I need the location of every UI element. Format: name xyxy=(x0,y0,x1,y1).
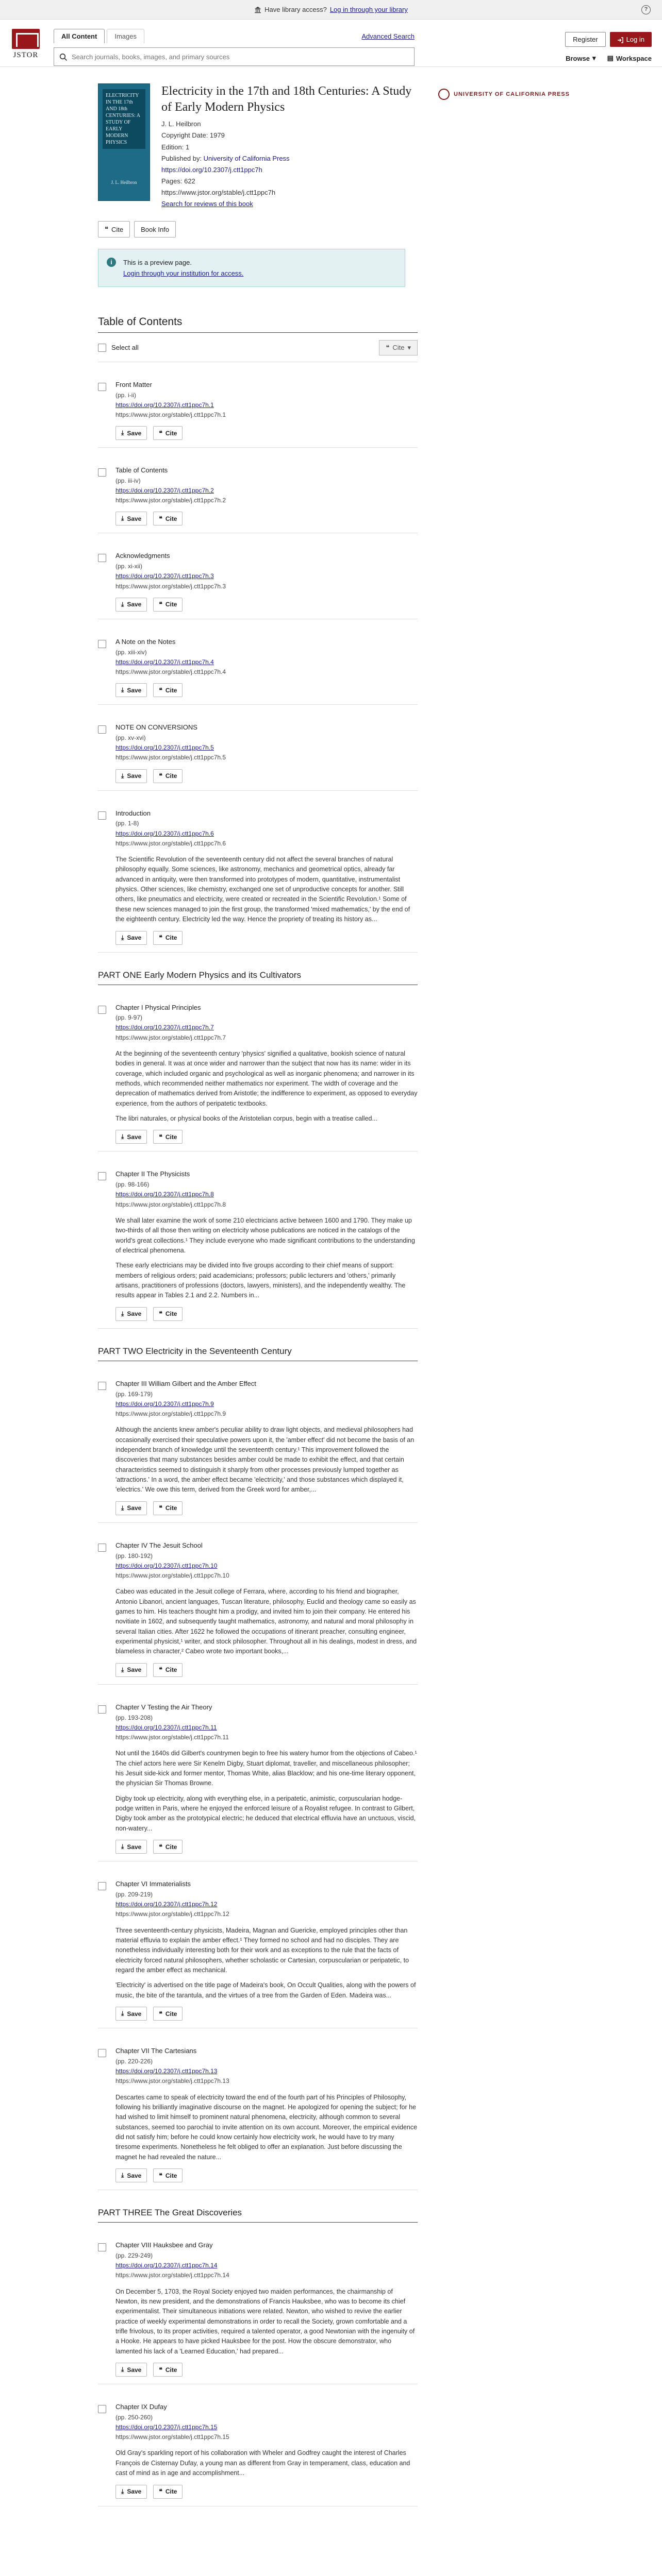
item-pages: (pp. xiii-xiv) xyxy=(115,648,147,656)
save-button[interactable] xyxy=(115,1840,147,1854)
register-button[interactable]: Register xyxy=(565,32,605,47)
part-three-list xyxy=(98,2240,418,2506)
item-doi-link[interactable]: https://doi.org/10.2307/j.ctt1ppc7h.14 xyxy=(115,2262,218,2269)
item-stable-url: https://www.jstor.org/stable/j.ctt1ppc7h.3 xyxy=(115,582,226,590)
library-access-bar xyxy=(0,0,662,20)
chevron-down-icon: ▾ xyxy=(592,54,596,62)
book-title: Electricity in the 17th and 18th Centuries: A Study of Early Modern Physics xyxy=(161,84,412,114)
save-button[interactable] xyxy=(115,1307,147,1321)
item-doi-link[interactable]: https://doi.org/10.2307/j.ctt1ppc7h.4 xyxy=(115,658,214,666)
abstract-paragraph: Three seventeenth-century physicists, Madeira, Magnan and Guericke, employed principles other than material effluvia to explain the amber effect.¹ They formed no school and had no disciples. They are nonetheless individually interesting both for their work and as exceptions to the rule that the facts of electricity forced natural philosophers, whether scholastic or Cartesian, corpuscularian or peripatetic, to regard the amber effect as mechanical. xyxy=(115,1926,409,1974)
save-button[interactable] xyxy=(115,1663,147,1677)
info-icon: i xyxy=(107,258,116,267)
save-button[interactable] xyxy=(115,598,147,612)
abstract-paragraph: We shall later examine the work of some 210 electricians active between 1600 and 1790. They make up two-thirds of all those then writing on electricity whose publications are noticed in the catalogs of the world's great collections.¹ They include everyone who made significant contributions to the understanding of electrical phenomena. xyxy=(115,1216,415,1254)
item-checkbox[interactable] xyxy=(98,2405,106,2413)
cite-button[interactable] xyxy=(153,1130,183,1144)
preview-notice xyxy=(98,249,405,287)
toc-item xyxy=(98,2240,418,2384)
cite-button[interactable] xyxy=(153,2007,183,2021)
save-button[interactable] xyxy=(115,2363,147,2377)
search-reviews-link[interactable]: Search for reviews of this book xyxy=(161,200,253,208)
item-doi-link[interactable]: https://doi.org/10.2307/j.ctt1ppc7h.8 xyxy=(115,1191,214,1198)
save-label: Save xyxy=(127,934,142,941)
advanced-search-link[interactable]: Advanced Search xyxy=(361,32,415,40)
cite-selected-button[interactable] xyxy=(379,340,418,355)
item-title: Chapter IV The Jesuit School xyxy=(115,1541,203,1549)
item-abstract xyxy=(115,1216,418,1301)
item-abstract xyxy=(115,855,418,925)
item-stable-url: https://www.jstor.org/stable/j.ctt1ppc7h.15 xyxy=(115,2433,229,2441)
toc-item xyxy=(98,1003,418,1152)
bank-icon xyxy=(254,6,261,14)
cite-label: Cite xyxy=(165,2488,177,2496)
cite-label: Cite xyxy=(165,1504,177,1512)
item-doi-link[interactable]: https://doi.org/10.2307/j.ctt1ppc7h.15 xyxy=(115,2424,218,2431)
item-abstract xyxy=(115,1425,418,1495)
toc-heading: Table of Contents xyxy=(98,316,418,333)
item-stable-url: https://www.jstor.org/stable/j.ctt1ppc7h.6 xyxy=(115,839,226,847)
save-label: Save xyxy=(127,1843,142,1851)
save-label: Save xyxy=(127,2010,142,2018)
library-access-question: Have library access? xyxy=(264,6,327,13)
item-checkbox[interactable] xyxy=(98,640,106,648)
abstract-paragraph: Cabeo was educated in the Jesuit college of Ferrara, where, according to his friend and biographer, Antonio Libanori, ancient languages, Tuscan literature, philosophy, Euclid and theology came so easily as games to him. His teachers thought him a prodigy, and invited him to join their company. He entered his novitiate in 1602, and subsequently taught mathematics, astronomy, and natural and moral philosophy in several Italian cities. After 1622 he followed the occupations of itinerant preacher, consulting engineer, experimental physicist,¹ writer, and stock philosopher. Throughout all in his dealings, modest in dress, and blameless in character,² Cabeo wrote two important books,... xyxy=(115,1588,417,1655)
save-button[interactable] xyxy=(115,512,147,526)
item-abstract xyxy=(115,1587,418,1657)
download-icon: ⤓ xyxy=(121,772,124,779)
select-all-label: Select all xyxy=(111,344,139,352)
item-pages: (pp. 193-208) xyxy=(115,1714,153,1721)
item-doi-link[interactable]: https://doi.org/10.2307/j.ctt1ppc7h.3 xyxy=(115,572,214,580)
save-label: Save xyxy=(127,515,142,522)
select-all-checkbox[interactable] xyxy=(98,344,106,352)
item-pages: (pp. 98-166) xyxy=(115,1181,150,1189)
download-icon: ⤓ xyxy=(121,429,124,437)
item-title: NOTE ON CONVERSIONS xyxy=(115,723,197,732)
item-checkbox[interactable] xyxy=(98,1882,106,1890)
publisher-logo[interactable] xyxy=(438,89,570,100)
cite-book-button[interactable] xyxy=(98,221,130,238)
save-label: Save xyxy=(127,1504,142,1512)
item-title: Chapter V Testing the Air Theory xyxy=(115,1703,212,1711)
item-stable-url: https://www.jstor.org/stable/j.ctt1ppc7h.14 xyxy=(115,2272,229,2279)
cite-label: Cite xyxy=(165,2366,177,2374)
item-doi-link[interactable]: https://doi.org/10.2307/j.ctt1ppc7h.11 xyxy=(115,1723,217,1731)
item-title: Chapter VI Immaterialists xyxy=(115,1880,191,1888)
part-one-list xyxy=(98,1003,418,1329)
cite-button[interactable] xyxy=(153,1663,183,1677)
item-pages: (pp. 169-179) xyxy=(115,1390,153,1398)
toc-item xyxy=(98,808,418,953)
abstract-paragraph: Not until the 1640s did Gilbert's countrymen begin to free his watery humor from the objections of Cabeo.¹ The chief actors here were Sir Kenelm Digby, Stuart diplomat, traveller, and miscellaneous philosopher; his Jesuit side-kick and former mentor, Thomas White, alias Blacklow; and his one-time literary opponent, the physician Sir Thomas Browne. xyxy=(115,1750,417,1787)
front-matter-list xyxy=(98,380,418,791)
cite-button[interactable] xyxy=(153,426,183,440)
seal-icon xyxy=(438,89,450,100)
copyright-date: Copyright Date: 1979 xyxy=(161,131,225,140)
item-pages: (pp. 229-249) xyxy=(115,2251,153,2259)
item-checkbox[interactable] xyxy=(98,554,106,562)
cite-selected-label: Cite xyxy=(392,344,405,352)
item-doi-link[interactable]: https://doi.org/10.2307/j.ctt1ppc7h.9 xyxy=(115,1400,214,1408)
workspace-icon: ▤ xyxy=(607,54,614,62)
save-button[interactable] xyxy=(115,2168,147,2182)
toc-item xyxy=(98,1702,418,1861)
cite-label: Cite xyxy=(165,686,177,694)
item-stable-url: https://www.jstor.org/stable/j.ctt1ppc7h.4 xyxy=(115,668,226,675)
cover-title: ELECTRICITY IN THE 17th AND 18th CENTURIES: A STUDY OF EARLY MODERN PHYSICS xyxy=(103,89,145,149)
item-checkbox[interactable] xyxy=(98,725,106,734)
abstract-paragraph: The Scientific Revolution of the seventeenth century did not affect the several branches of natural philosophy equally. Some sciences, like astronomy, mechanics and geometrical optics, already far advanced in antiquity, were then transformed into prototypes of modern, quantitative, instrumentalist physics. Other sciences, like chemistry, exchanged one set of unproductive concepts for another. Still others, like pneumatics and electricity, were created or recreated in the Scientific Revolution.¹ Some of these new sciences managed to join the first group, the transformed 'mixed mathematics,' by the end of the eighteenth century. Electricity led the way. Hence the propriety of treating its history as... xyxy=(115,855,410,923)
item-pages: (pp. 220-226) xyxy=(115,2057,153,2065)
browse-menu[interactable] xyxy=(566,54,596,62)
item-pages: (pp. xv-xvi) xyxy=(115,734,146,741)
toc-item xyxy=(98,637,418,705)
download-icon: ⤓ xyxy=(121,515,124,522)
sidebar xyxy=(438,83,570,2524)
publisher-link[interactable]: University of California Press xyxy=(203,154,290,162)
abstract-paragraph: Although the ancients knew amber's peculiar ability to draw light objects, and medieval philosophers had occasionally exercised their speculative powers upon it, the 'amber effect' did not become the basis of an independent branch of knowledge until the seventeenth century.¹ This improvement followed the discoveries that many substances besides amber could be made to exhibit the effect, and that certain characteristics seemed to distinguish it sharply from other processes previously lumped together as 'attractions.' In a word, the amber effect became 'electricity,' and those substances which displayed it, 'electrics.' We owe this term, derived from the Greek word for amber,... xyxy=(115,1426,415,1494)
item-checkbox[interactable] xyxy=(98,2243,106,2251)
item-checkbox[interactable] xyxy=(98,383,106,391)
save-button[interactable] xyxy=(115,2007,147,2021)
item-title: Chapter III William Gilbert and the Amber Effect xyxy=(115,1379,256,1387)
download-icon: ⤓ xyxy=(121,2172,124,2179)
download-icon: ⤓ xyxy=(121,686,124,694)
toc-item xyxy=(98,1169,418,1328)
save-label: Save xyxy=(127,1133,142,1141)
search-area xyxy=(54,29,415,66)
download-icon: ⤓ xyxy=(121,600,124,608)
save-label: Save xyxy=(127,2488,142,2496)
toc-item xyxy=(98,380,418,448)
cite-button[interactable] xyxy=(153,1307,183,1321)
book-summary xyxy=(98,83,418,210)
quote-icon: ❝ xyxy=(159,2172,162,2179)
download-icon: ⤓ xyxy=(121,934,124,941)
cite-label: Cite xyxy=(165,1133,177,1141)
cite-label: Cite xyxy=(165,515,177,522)
item-checkbox[interactable] xyxy=(98,1544,106,1552)
publisher-prefix: Published by: xyxy=(161,154,204,162)
item-title: Acknowledgments xyxy=(115,552,170,560)
part-one-heading: PART ONE Early Modern Physics and its Cultivators xyxy=(98,970,418,985)
save-label: Save xyxy=(127,2366,142,2374)
item-doi-link[interactable]: https://doi.org/10.2307/j.ctt1ppc7h.5 xyxy=(115,744,214,752)
save-label: Save xyxy=(127,686,142,694)
item-checkbox[interactable] xyxy=(98,811,106,820)
cite-button[interactable] xyxy=(153,2363,183,2377)
item-pages: (pp. 9-97) xyxy=(115,1014,143,1022)
search-input[interactable] xyxy=(72,53,414,61)
main-content xyxy=(98,83,418,2524)
item-checkbox[interactable] xyxy=(98,468,106,477)
quote-icon: ❝ xyxy=(159,686,162,694)
quote-icon: ❝ xyxy=(105,225,108,233)
item-checkbox[interactable] xyxy=(98,1382,106,1390)
item-title: Chapter IX Dufay xyxy=(115,2403,167,2411)
book-author: J. L. Heilbron xyxy=(161,120,201,128)
workspace-link[interactable] xyxy=(607,54,652,62)
item-title: Chapter II The Physicists xyxy=(115,1170,190,1178)
item-abstract xyxy=(115,1049,418,1124)
item-abstract xyxy=(115,2093,418,2163)
tab-all-content[interactable]: All Content xyxy=(54,29,105,43)
cite-label: Cite xyxy=(165,1843,177,1851)
item-doi-link[interactable]: https://doi.org/10.2307/j.ctt1ppc7h.13 xyxy=(115,2067,218,2075)
cover-author: J. L. Heilbron xyxy=(111,180,137,185)
book-info-button[interactable]: Book Info xyxy=(134,221,176,238)
save-button[interactable] xyxy=(115,769,147,783)
save-button[interactable] xyxy=(115,426,147,440)
download-icon: ⤓ xyxy=(121,1843,124,1851)
jstor-logo-text: JSTOR xyxy=(13,51,39,59)
item-title: Chapter I Physical Principles xyxy=(115,1003,201,1011)
cite-label: Cite xyxy=(165,429,177,437)
item-title: Chapter VII The Cartesians xyxy=(115,2047,197,2055)
preview-message: This is a preview page. xyxy=(123,259,192,267)
help-icon[interactable]: ? xyxy=(641,5,651,14)
quote-icon: ❝ xyxy=(159,2010,162,2018)
quote-icon: ❝ xyxy=(159,1310,162,1318)
quote-icon: ❝ xyxy=(386,343,390,351)
abstract-paragraph: The libri naturales, or physical books of the Aristotelian corpus, begin with a treatise called... xyxy=(115,1115,377,1123)
login-label: Log in xyxy=(626,36,644,43)
save-label: Save xyxy=(127,772,142,780)
item-pages: (pp. 180-192) xyxy=(115,1552,153,1560)
abstract-paragraph: 'Electricity' is advertised on the title page of Madeira's book, On Occult Qualities, along with the powers of music, the bite of the tarantula, and the virtues of a tree from the Garden of Eden. Madeira was... xyxy=(115,1981,416,1999)
item-checkbox[interactable] xyxy=(98,1705,106,1714)
quote-icon: ❝ xyxy=(159,1133,162,1141)
header-right xyxy=(565,32,652,62)
abstract-paragraph: On December 5, 1703, the Royal Society enjoyed two maiden performances, the chairmanship of Newton, its new president, and the demonstrations of Francis Hauksbee, who was to become its chief experimentalist. Their simultaneous initiations were related. Newton, who wished to revive the earlier practice of weekly experimental demonstrations in order to recall the Society, grown comfortable and a trifle frivolous, to its proper activities, required a talented operator, a good Newtonian with the ingenuity of a Hooke. He appears to have picked Hauksbee for the post. How the obscure demonstrator, who lamented his lack of a 'Learned Education,' had prepared... xyxy=(115,2287,415,2355)
cite-label: Cite xyxy=(165,772,177,780)
quote-icon: ❝ xyxy=(159,515,162,522)
quote-icon: ❝ xyxy=(159,934,162,941)
item-doi-link[interactable]: https://doi.org/10.2307/j.ctt1ppc7h.6 xyxy=(115,829,214,837)
save-label: Save xyxy=(127,601,142,608)
cite-label: Cite xyxy=(165,601,177,608)
item-pages: (pp. 250-260) xyxy=(115,2413,153,2421)
download-icon: ⤓ xyxy=(121,1504,124,1512)
item-title: Introduction xyxy=(115,809,151,817)
item-stable-url: https://www.jstor.org/stable/j.ctt1ppc7h.8 xyxy=(115,1200,226,1208)
item-abstract xyxy=(115,1749,418,1834)
toc-item xyxy=(98,465,418,533)
item-title: Chapter VIII Hauksbee and Gray xyxy=(115,2241,213,2249)
save-label: Save xyxy=(127,429,142,437)
book-cover xyxy=(98,83,150,201)
item-pages: (pp. xi-xii) xyxy=(115,563,143,570)
abstract-paragraph: At the beginning of the seventeenth century 'physics' signified a qualitative, bookish science of natural bodies in general. It was at once wider and narrower than the subject that now has its name: wider in its coverage, which included organic and psychological as well as inorganic phenomena; and narrower in its methods, which recommended neither mathematics nor experiment. The width of coverage and the deprecation of mathematics derived from Aristotle; the indifference to experiment, as opposed to everyday experience, from the authors of peripatetic textbooks. xyxy=(115,1049,418,1107)
publisher-line xyxy=(161,153,418,164)
cite-button[interactable] xyxy=(153,598,183,612)
chevron-down-icon: ▾ xyxy=(407,343,411,351)
part-two-heading: PART TWO Electricity in the Seventeenth Century xyxy=(98,1346,418,1361)
tab-images[interactable]: Images xyxy=(107,29,144,43)
item-stable-url: https://www.jstor.org/stable/j.ctt1ppc7h.12 xyxy=(115,1910,229,1918)
page-count: Pages: 622 xyxy=(161,177,195,185)
cite-label: Cite xyxy=(165,1666,177,1674)
cite-button[interactable] xyxy=(153,1501,183,1515)
item-doi-link[interactable]: https://doi.org/10.2307/j.ctt1ppc7h.1 xyxy=(115,401,214,409)
save-button[interactable] xyxy=(115,1130,147,1144)
item-abstract xyxy=(115,1926,418,2001)
item-abstract xyxy=(115,2287,418,2357)
part-two-list xyxy=(98,1379,418,2190)
item-checkbox[interactable] xyxy=(98,2049,106,2057)
item-title: Table of Contents xyxy=(115,466,168,474)
save-button[interactable] xyxy=(115,683,147,697)
item-doi-link[interactable]: https://doi.org/10.2307/j.ctt1ppc7h.2 xyxy=(115,487,214,495)
institution-login-link[interactable]: Login through your institution for access. xyxy=(123,269,244,277)
item-stable-url: https://www.jstor.org/stable/j.ctt1ppc7h.2 xyxy=(115,497,226,504)
abstract-paragraph: Digby took up electricity, along with everything else, in a peripatetic, animistic, corpuscularian hodge-podge written in Paris, where he enjoyed the enforced leisure of a Royalist refugee. In contrast to Gilbert, Digby took amber as the prototypical electric; he deduced that electrical effluvia have an unctuous, viscid, non-watery... xyxy=(115,1794,416,1832)
download-icon: ⤓ xyxy=(121,1310,124,1317)
library-login-link[interactable]: Log in through your library xyxy=(329,6,408,13)
abstract-paragraph: Descartes came to speak of electricity toward the end of the fourth part of his Principles of Philosophy, following his brilliantly imaginative discourse on the magnet. He apologized for opening the subject; for he had wished to limit himself to prominent natural phenomena, electricity, although common to several substances, seemed too parochial to invite attention on its own account. Moreover, the empirical evidence did not satisfy him; before he could know certainly how electricity work, he would have to try many tiresome experiments. Nonetheless he felt obliged to offer an explanation. Just before discussing the magnet he had revealed the nature... xyxy=(115,2093,418,2161)
abstract-paragraph: Old Gray's sparkling report of his collaboration with Wheler and Godfrey caught the interest of Charles François de Cisternay Dufay, a young man as different from Gray in temperament, class, education and cast of mind as in age and accomplishment... xyxy=(115,2449,410,2477)
quote-icon: ❝ xyxy=(159,772,162,780)
toc-item xyxy=(98,551,418,619)
item-doi-link[interactable]: https://doi.org/10.2307/j.ctt1ppc7h.10 xyxy=(115,1562,218,1569)
item-stable-url: https://www.jstor.org/stable/j.ctt1ppc7h.7 xyxy=(115,1033,226,1041)
cite-button[interactable] xyxy=(153,931,183,945)
toc-toolbar xyxy=(98,340,418,362)
download-icon: ⤓ xyxy=(121,2010,124,2018)
item-stable-url: https://www.jstor.org/stable/j.ctt1ppc7h.13 xyxy=(115,2077,229,2085)
item-pages: (pp. iii-iv) xyxy=(115,477,141,484)
workspace-label: Workspace xyxy=(616,54,652,62)
item-stable-url: https://www.jstor.org/stable/j.ctt1ppc7h.9 xyxy=(115,1410,226,1418)
save-label: Save xyxy=(127,1310,142,1318)
item-pages: (pp. 1-8) xyxy=(115,820,139,827)
login-button[interactable] xyxy=(610,32,652,47)
quote-icon: ❝ xyxy=(159,2366,162,2374)
item-checkbox[interactable] xyxy=(98,1006,106,1014)
quote-icon: ❝ xyxy=(159,1666,162,1674)
item-abstract xyxy=(115,2448,418,2478)
cite-button[interactable] xyxy=(153,2485,183,2499)
cite-button[interactable] xyxy=(153,683,183,697)
item-stable-url: https://www.jstor.org/stable/j.ctt1ppc7h.11 xyxy=(115,1733,229,1741)
save-button[interactable] xyxy=(115,931,147,945)
book-meta xyxy=(161,83,418,210)
book-actions xyxy=(98,221,418,238)
introduction-slot xyxy=(98,808,418,953)
toc-item xyxy=(98,1879,418,2028)
item-stable-url: https://www.jstor.org/stable/j.ctt1ppc7h.10 xyxy=(115,1572,229,1579)
item-title: A Note on the Notes xyxy=(115,637,176,646)
item-checkbox[interactable] xyxy=(98,1172,106,1180)
item-pages: (pp. i-ii) xyxy=(115,391,137,399)
abstract-paragraph: These early electricians may be divided into five groups according to their chief means of support: members of religious orders; paid academicians; professors; public lecturers and 'others,' primarily artisans, practitioners of professions (doctors, lawyers, ministers), and the independently wealthy. The results appear in Tables 2.1 and 2.2. Numbers in... xyxy=(115,1262,406,1299)
quote-icon: ❝ xyxy=(159,1843,162,1851)
toc-item xyxy=(98,2046,418,2190)
cite-label: Cite xyxy=(165,2172,177,2179)
toc-item xyxy=(98,1540,418,1685)
browse-label: Browse xyxy=(566,54,590,62)
book-stable-url: https://www.jstor.org/stable/j.ctt1ppc7h xyxy=(161,188,276,196)
item-title: Front Matter xyxy=(115,380,152,388)
save-button[interactable] xyxy=(115,2485,147,2499)
toc-item xyxy=(98,1379,418,1523)
save-label: Save xyxy=(127,2172,142,2179)
login-icon xyxy=(617,36,623,43)
quote-icon: ❝ xyxy=(159,2488,162,2496)
download-icon: ⤓ xyxy=(121,2366,124,2374)
cite-button[interactable] xyxy=(153,512,183,526)
download-icon: ⤓ xyxy=(121,2487,124,2495)
quote-icon: ❝ xyxy=(159,429,162,437)
item-stable-url: https://www.jstor.org/stable/j.ctt1ppc7h.1 xyxy=(115,411,226,418)
cite-label: Cite xyxy=(165,934,177,941)
book-doi-link[interactable]: https://doi.org/10.2307/j.ctt1ppc7h xyxy=(161,165,262,174)
item-doi-link[interactable]: https://doi.org/10.2307/j.ctt1ppc7h.12 xyxy=(115,1901,218,1908)
cite-button[interactable] xyxy=(153,1840,183,1854)
quote-icon: ❝ xyxy=(159,601,162,608)
cite-label: Cite xyxy=(165,1310,177,1318)
item-stable-url: https://www.jstor.org/stable/j.ctt1ppc7h.5 xyxy=(115,754,226,761)
download-icon: ⤓ xyxy=(121,1133,124,1141)
jstor-logo-mark xyxy=(12,29,40,49)
item-pages: (pp. 209-219) xyxy=(115,1890,153,1898)
search-box xyxy=(54,47,415,66)
part-three-heading: PART THREE The Great Discoveries xyxy=(98,2208,418,2223)
toc-item xyxy=(98,722,418,790)
site-header xyxy=(0,20,662,67)
download-icon: ⤓ xyxy=(121,1666,124,1673)
publisher-logo-text: UNIVERSITY OF CALIFORNIA PRESS xyxy=(454,91,570,97)
toc-item xyxy=(98,2402,418,2506)
save-button[interactable] xyxy=(115,1501,147,1515)
save-label: Save xyxy=(127,1666,142,1674)
cite-button[interactable] xyxy=(153,2168,183,2182)
cite-book-label: Cite xyxy=(111,225,124,233)
jstor-logo[interactable] xyxy=(10,29,41,60)
item-doi-link[interactable]: https://doi.org/10.2307/j.ctt1ppc7h.7 xyxy=(115,1024,214,1031)
cite-label: Cite xyxy=(165,2010,177,2018)
search-icon[interactable] xyxy=(59,52,68,61)
edition: Edition: 1 xyxy=(161,143,190,151)
quote-icon: ❝ xyxy=(159,1504,162,1512)
cite-button[interactable] xyxy=(153,769,183,783)
